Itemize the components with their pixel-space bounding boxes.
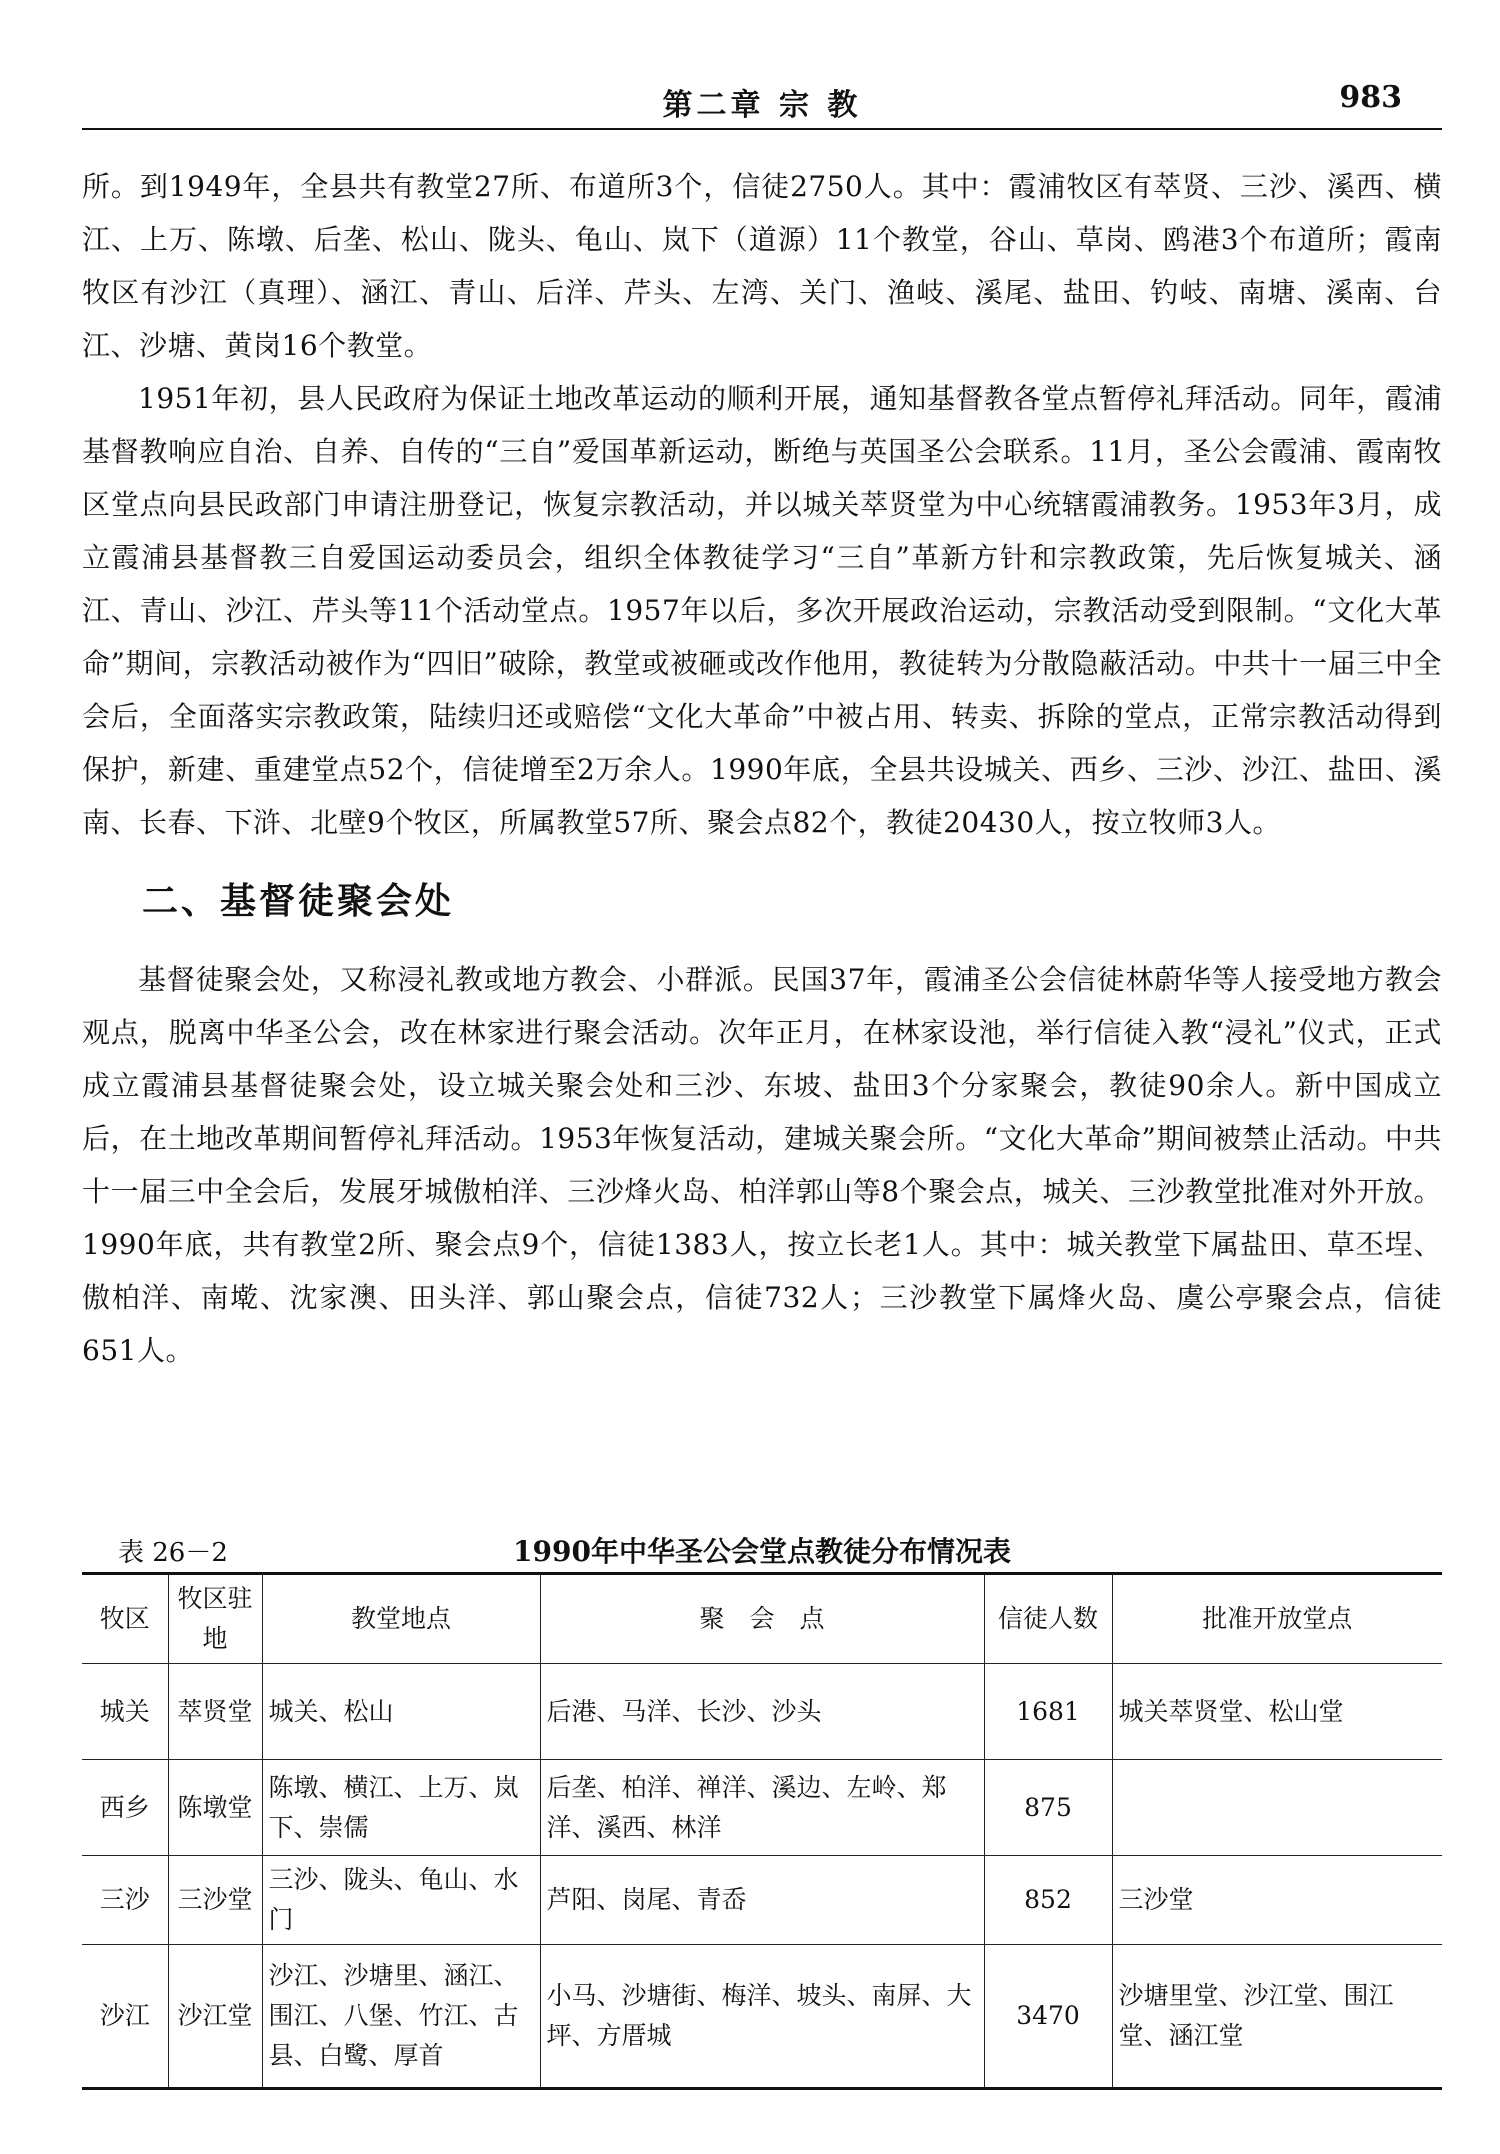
table-block	[82, 1528, 1442, 2090]
table-cell: 三沙、陇头、龟山、水门	[262, 1856, 540, 1945]
header-cell: 牧区驻地	[168, 1574, 262, 1664]
section-title: 二、基督徒聚会处	[142, 880, 455, 922]
table-cell: 三沙	[82, 1856, 168, 1945]
table-cell: 城关萃贤堂、松山堂	[1112, 1664, 1442, 1760]
header-cell: 教堂地点	[262, 1574, 540, 1664]
table-cell: 875	[984, 1760, 1112, 1856]
table-number: 表 26－2	[118, 1538, 228, 1568]
distribution-table	[82, 1572, 1442, 2090]
table-cell: 沙塘里堂、沙江堂、围江堂、涵江堂	[1112, 1945, 1442, 2089]
table-cell: 沙江、沙塘里、涵江、围江、八堡、竹江、古县、白鹭、厚首	[262, 1945, 540, 2089]
table-cell: 西乡	[82, 1760, 168, 1856]
paragraph-continued: 所。到1949年，全县共有教堂27所、布道所3个，信徒2750人。其中：霞浦牧区有萃贤、三沙、溪西、横江、上万、陈墩、后垄、松山、陇头、龟山、岚下（道源）11个教堂，谷山、草岗、鸥港3个布道所；霞南牧区有沙江（真理）、涵江、青山、后洋、芹头、左湾、关门、渔岐、溪尾、盐田、钓岐、南塘、溪南、台江、沙塘、黄岗16个教堂。	[82, 170, 1442, 362]
table-cell: 沙江堂	[168, 1945, 262, 2089]
page-number: 983	[1339, 80, 1402, 115]
chapter-title: 第二章 宗 教	[662, 88, 862, 123]
table-row	[82, 1664, 1442, 1760]
table-cell: 城关	[82, 1664, 168, 1760]
table-cell: 陈墩、横江、上万、岚下、崇儒	[262, 1760, 540, 1856]
header-cell: 牧区	[82, 1574, 168, 1664]
header-rule	[82, 128, 1442, 130]
table-title: 1990年中华圣公会堂点教徒分布情况表	[513, 1535, 1011, 1568]
header-cell: 聚 会 点	[540, 1574, 984, 1664]
table-cell: 后垄、柏洋、禅洋、溪边、左岭、郑洋、溪西、林洋	[540, 1760, 984, 1856]
table-row	[82, 1760, 1442, 1856]
table-cell: 芦阳、岗尾、青岙	[540, 1856, 984, 1945]
table-row	[82, 1945, 1442, 2089]
table-cell: 陈墩堂	[168, 1760, 262, 1856]
table-caption	[82, 1528, 1442, 1572]
table-cell: 1681	[984, 1664, 1112, 1760]
table-cell: 沙江	[82, 1945, 168, 2089]
section-paragraph: 基督徒聚会处，又称浸礼教或地方教会、小群派。民国37年，霞浦圣公会信徒林蔚华等人接受地方教会观点，脱离中华圣公会，改在林家进行聚会活动。次年正月，在林家设池，举行信徒入教“浸礼”仪式，正式成立霞浦县基督徒聚会处，设立城关聚会处和三沙、东坡、盐田3个分家聚会，教徒90余人。新中国成立后，在土地改革期间暂停礼拜活动。1953年恢复活动，建城关聚会所。“文化大革命”期间被禁止活动。中共十一届三中全会后，发展牙城傲柏洋、三沙烽火岛、柏洋郭山等8个聚会点，城关、三沙教堂批准对外开放。1990年底，共有教堂2所、聚会点9个，信徒1383人，按立长老1人。其中：城关教堂下属盐田、草丕埕、傲柏洋、南墘、沈家澳、田头洋、郭山聚会点，信徒732人；三沙教堂下属烽火岛、虞公亭聚会点，信徒651人。	[82, 963, 1442, 1367]
table-cell: 萃贤堂	[168, 1664, 262, 1760]
body-text	[82, 160, 1442, 1377]
table-header-row	[82, 1574, 1442, 1664]
table-cell: 三沙堂	[168, 1856, 262, 1945]
header-cell: 信徒人数	[984, 1574, 1112, 1664]
paragraph-1951: 1951年初，县人民政府为保证土地改革运动的顺利开展，通知基督教各堂点暂停礼拜活动。同年，霞浦基督教响应自治、自养、自传的“三自”爱国革新运动，断绝与英国圣公会联系。11月，圣公会霞浦、霞南牧区堂点向县民政部门申请注册登记，恢复宗教活动，并以城关萃贤堂为中心统辖霞浦教务。1953年3月，成立霞浦县基督教三自爱国运动委员会，组织全体教徒学习“三自”革新方针和宗教政策，先后恢复城关、涵江、青山、沙江、芹头等11个活动堂点。1957年以后，多次开展政治运动，宗教活动受到限制。“文化大革命”期间，宗教活动被作为“四旧”破除，教堂或被砸或改作他用，教徒转为分散隐蔽活动。中共十一届三中全会后，全面落实宗教政策，陆续归还或赔偿“文化大革命”中被占用、转卖、拆除的堂点，正常宗教活动得到保护，新建、重建堂点52个，信徒增至2万余人。1990年底，全县共设城关、西乡、三沙、沙江、盐田、溪南、长春、下浒、北壁9个牧区，所属教堂57所、聚会点82个，教徒20430人，按立牧师3人。	[82, 382, 1442, 839]
table-row	[82, 1856, 1442, 1945]
page-header	[82, 70, 1442, 130]
header-cell: 批准开放堂点	[1112, 1574, 1442, 1664]
table-cell: 小马、沙塘街、梅洋、坡头、南屏、大坪、方厝城	[540, 1945, 984, 2089]
table-cell: 后港、马洋、长沙、沙头	[540, 1664, 984, 1760]
table-cell: 852	[984, 1856, 1112, 1945]
table-cell: 城关、松山	[262, 1664, 540, 1760]
table-cell	[1112, 1760, 1442, 1856]
table-cell: 3470	[984, 1945, 1112, 2089]
table-cell: 三沙堂	[1112, 1856, 1442, 1945]
